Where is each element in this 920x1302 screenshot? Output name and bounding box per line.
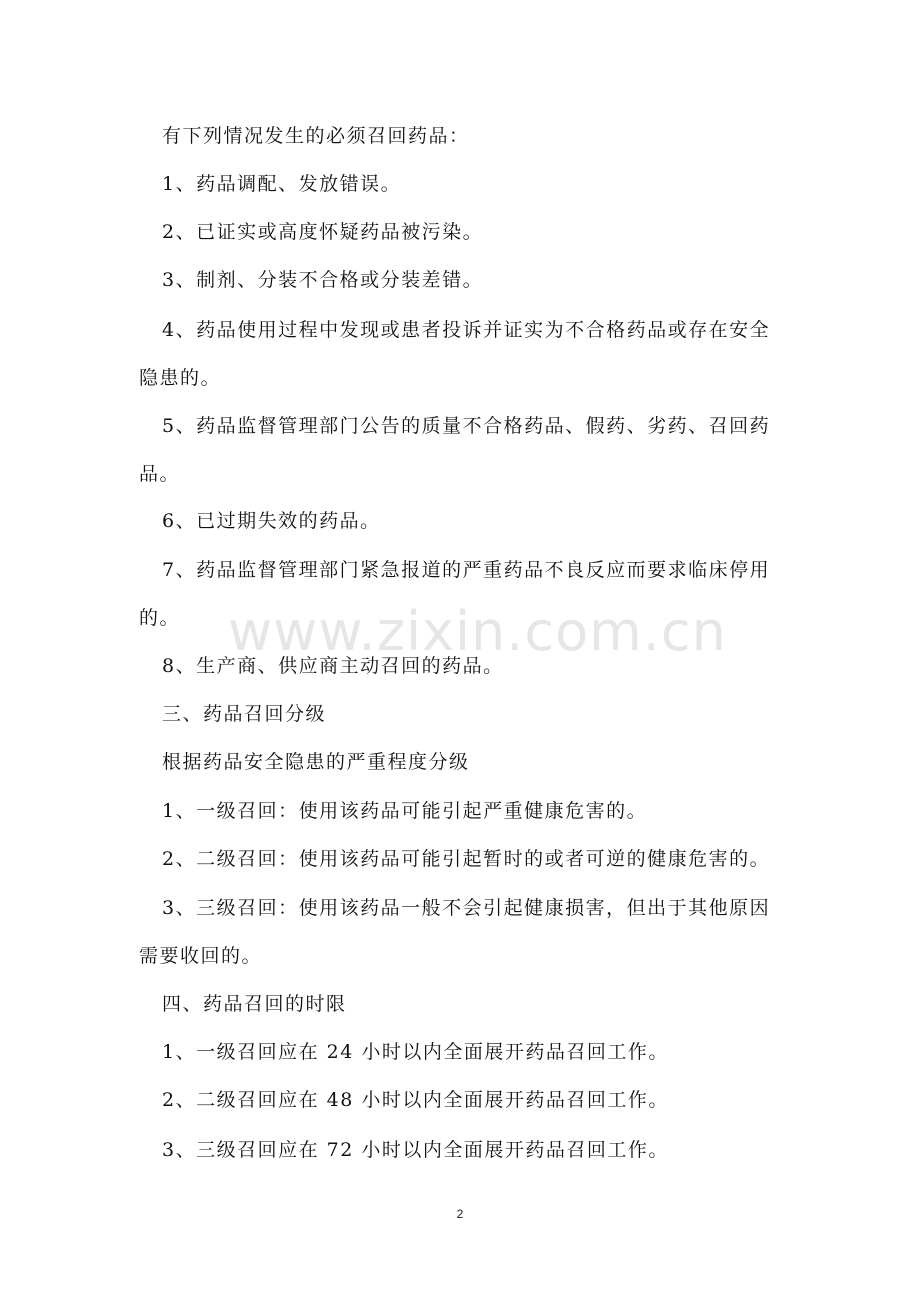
section-heading: 四、药品召回的时限 xyxy=(162,993,347,1015)
section-heading: 三、药品召回分级 xyxy=(162,703,327,725)
paragraph-item: 1、一级召回应在 24 小时以内全面展开药品召回工作。 xyxy=(162,1041,669,1063)
paragraph-intro: 有下列情况发生的必须召回药品： xyxy=(162,125,470,147)
paragraph-item: 2、二级召回应在 48 小时以内全面展开药品召回工作。 xyxy=(162,1089,669,1111)
paragraph-item: 8、生产商、供应商主动召回的药品。 xyxy=(162,655,504,677)
page-number: 2 xyxy=(456,1207,464,1221)
paragraph-item: 3、三级召回：使用该药品一般不会引起健康损害，但出于其他原因需要收回的。 xyxy=(139,897,771,967)
paragraph-item: 3、三级召回应在 72 小时以内全面展开药品召回工作。 xyxy=(162,1139,669,1161)
paragraph-item: 2、已证实或高度怀疑药品被污染。 xyxy=(162,221,484,243)
paragraph-intro: 根据药品安全隐患的严重程度分级 xyxy=(162,751,470,773)
paragraph-item: 4、药品使用过程中发现或患者投诉并证实为不合格药品或存在安全隐患的。 xyxy=(139,319,771,389)
paragraph-item: 5、药品监督管理部门公告的质量不合格药品、假药、劣药、召回药品。 xyxy=(139,415,771,485)
paragraph-item: 6、已过期失效的药品。 xyxy=(162,510,381,532)
paragraph-item: 2、二级召回：使用该药品可能引起暂时的或者可逆的健康危害的。 xyxy=(162,848,771,870)
paragraph-item: 1、药品调配、发放错误。 xyxy=(162,173,402,195)
paragraph-item: 3、制剂、分装不合格或分装差错。 xyxy=(162,269,484,291)
paragraph-item: 1、一级召回：使用该药品可能引起严重健康危害的。 xyxy=(162,800,648,822)
paragraph-item: 7、药品监督管理部门紧急报道的严重药品不良反应而要求临床停用的。 xyxy=(139,559,771,629)
watermark: www.zixin.com.cn xyxy=(228,600,727,663)
